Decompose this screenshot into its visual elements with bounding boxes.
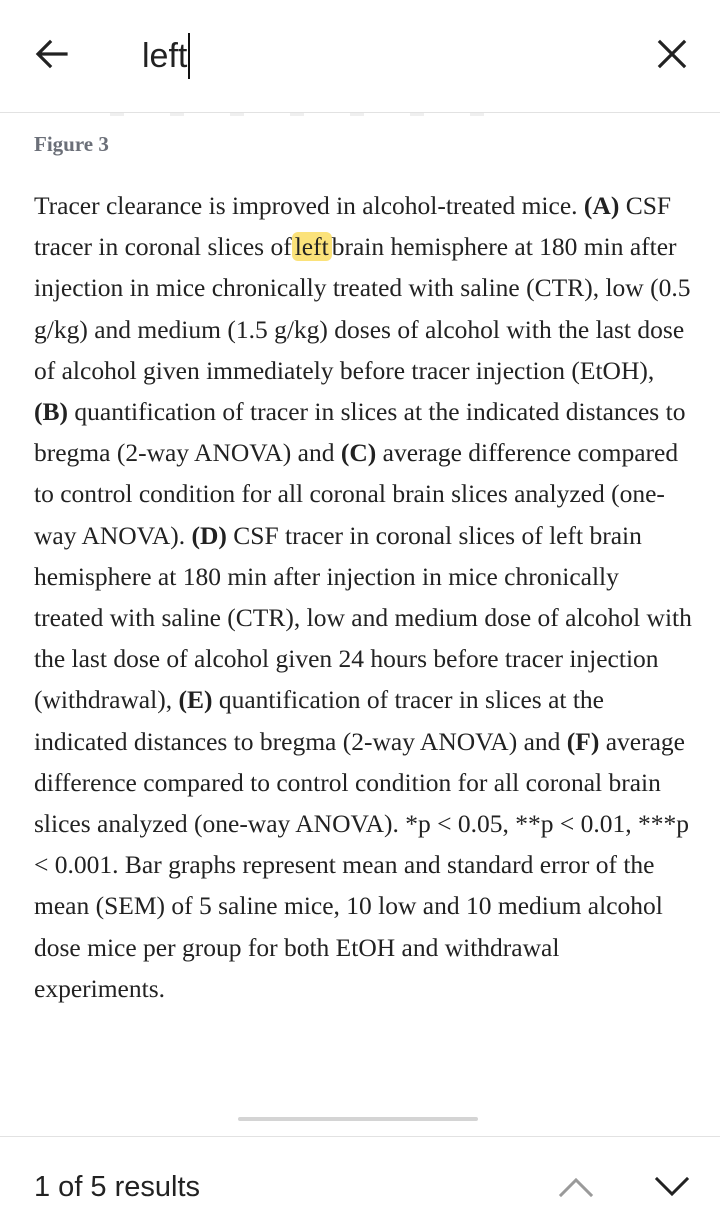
results-count: 1 of 5 results — [34, 1171, 201, 1203]
caption-text: average difference compared to control condition for all coronal brain slices analyzed (one-way ANOVA). *p < 0.05, **p < 0.01, ***p < 0.001. Bar graphs represent mean and standard error of the mean (SEM) of 5 saline mice, 10 low and 10 medium alcohol dose mice per group for both EtOH and withdrawal experiments. — [34, 726, 690, 1003]
panel-label: (A) — [583, 191, 620, 220]
text-cursor — [188, 33, 190, 79]
caption-text: quantification of tracer in slices at the indicated distances to bregma (2-way ANOVA) and — [34, 685, 605, 756]
next-result-button[interactable] — [644, 1165, 700, 1213]
caption-text: brain hemisphere at 180 min after injection in mice chronically treated with saline (CTR), low (0.5 g/kg) and medium (1.5 g/kg) doses of alcohol with the last dose of alcohol given immediately before tracer injection (EtOH), — [34, 232, 691, 385]
document-content — [34, 124, 694, 1009]
panel-label: (B) — [34, 397, 68, 427]
search-query: left — [142, 36, 188, 75]
panel-label: (E) — [178, 685, 213, 715]
panel-label: (C) — [340, 438, 377, 468]
figure-caption — [34, 185, 694, 1009]
caption-text: CSF tracer in coronal slices of — [34, 191, 672, 262]
chevron-down-icon — [654, 1176, 690, 1203]
scroll-indicator[interactable] — [238, 1117, 478, 1121]
caption-text: quantification of tracer in slices at the indicated distances to bregma (2-way ANOVA) and — [34, 397, 686, 468]
header-divider-artifact — [110, 113, 490, 116]
results-bar — [0, 1136, 720, 1232]
find-in-page-bar — [0, 0, 720, 113]
search-input[interactable] — [142, 30, 622, 82]
chevron-up-icon — [558, 1176, 594, 1203]
previous-result-button[interactable] — [548, 1165, 604, 1213]
figure-label: Figure 3 — [34, 132, 109, 156]
caption-text: CSF tracer in coronal slices of left brain hemisphere at 180 min after injection in mice chronically treated with saline (CTR), low and medium dose of alcohol with the last dose of alcohol given 24 hours before tracer injection (withdrawal), — [34, 520, 692, 715]
panel-label: (D) — [191, 520, 227, 550]
close-button[interactable] — [642, 26, 702, 86]
back-button[interactable] — [22, 26, 82, 86]
caption-text: Tracer clearance is improved in alcohol-treated mice. — [34, 191, 584, 220]
panel-label: (F) — [566, 726, 600, 756]
caption-text: average difference compared to control condition for all coronal brain slices analyzed (one-way ANOVA). — [34, 438, 679, 550]
close-icon — [657, 39, 687, 74]
arrow-left-icon — [34, 36, 70, 77]
search-match-highlight: left — [292, 232, 332, 261]
